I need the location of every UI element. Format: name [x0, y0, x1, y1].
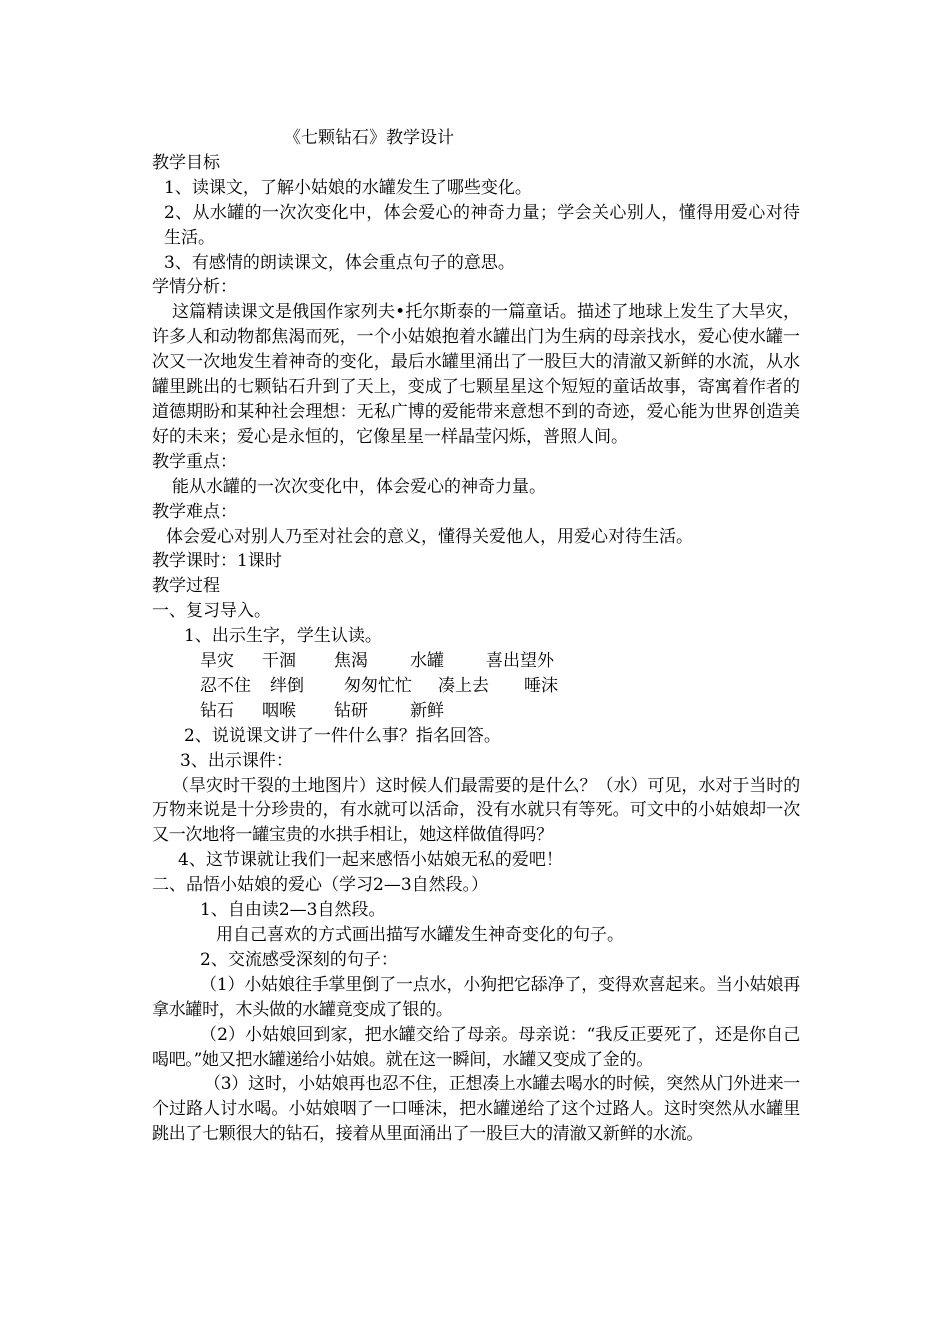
part2-sentence: （3）这时，小姑娘再也忍不住，正想凑上水罐去喝水的时候，突然从门外进来一个过路人讨水喝。小姑娘咽了一口唾沫，把水罐递给了这个过路人。这时突然从水罐里跳出了七颗很大的钻石，接着从里面涌出了一股巨大的清澈又新鲜的水流。: [152, 1074, 800, 1145]
part1-heading: 一、复习导入。: [152, 601, 271, 622]
word-row: [152, 649, 800, 674]
word: 水罐: [410, 651, 444, 672]
word: 干涸: [262, 651, 296, 672]
word: 钻石: [200, 700, 234, 721]
part1-step1: 1、出示生字，学生认读。: [184, 626, 382, 647]
word-row: [152, 699, 800, 724]
word: 新鲜: [410, 700, 444, 721]
analysis-text: 这篇精读课文是俄国作家列夫•托尔斯泰的一篇童话。描述了地球上发生了大旱灾，许多人和动物都焦渴而死，一个小姑娘抱着水罐出门为生病的母亲找水，爱心使水罐一次又一次地发生着神奇的变化，最后水罐里涌出了一股巨大的清澈又新鲜的水流，从水罐里跳出的七颗钻石升到了天上，变成了七颗星星这个短短的童话故事，寄寓着作者的道德期盼和某种社会理想：无私广博的爱能带来意想不到的奇迹，爱心能为世界创造美好的未来；爱心是永恒的，它像星星一样晶莹闪烁，普照人间。: [152, 302, 800, 447]
word: 忍不住: [200, 675, 251, 696]
difficulty-heading: 教学难点：: [152, 501, 237, 522]
part2-step2: 2、交流感受深刻的句子：: [200, 949, 398, 970]
word: 钻研: [334, 700, 368, 721]
word: 喜出望外: [486, 651, 554, 672]
part2-step1: 1、自由读2—3自然段。: [200, 900, 386, 921]
hours: 教学课时：1课时: [152, 551, 282, 572]
part1-step2: 2、说说课文讲了一件什么事？指名回答。: [184, 725, 501, 746]
part2-sentence: （1）小姑娘往手掌里倒了一点水，小狗把它舔净了，变得欢喜起来。当小姑娘再拿水罐时，木头做的水罐竟变成了银的。: [152, 974, 800, 1020]
goal-item: 3、有感情的朗读课文，体会重点句子的意思。: [164, 252, 515, 273]
difficulty-text: 体会爱心对别人乃至对社会的意义，懂得关爱他人，用爱心对待生活。: [166, 526, 693, 547]
process-heading: 教学过程: [152, 576, 220, 597]
goal-item: 2、从水罐的一次次变化中，体会爱心的神奇力量；学会关心别人，懂得用爱心对待生活。: [164, 202, 800, 248]
part2-step1-text: 用自己喜欢的方式画出描写水罐发生神奇变化的句子。: [216, 925, 624, 945]
word: 咽喉: [262, 700, 296, 721]
word: 匆匆忙忙: [344, 675, 412, 696]
word: 旱灾: [200, 651, 234, 672]
part1-step3-text: （旱灾时干裂的土地图片）这时候人们最需要的是什么？（水）可见，水对于当时的万物来说是十分珍贵的，有水就可以活命，没有水就只有等死。可文中的小姑娘却一次又一次地将一罐宝贵的水拱手相让，她这样做值得吗？: [152, 775, 800, 846]
key-point-text: 能从水罐的一次次变化中，体会爱心的神奇力量。: [172, 476, 546, 497]
word: 凑上去: [438, 675, 489, 696]
goals-heading: 教学目标: [152, 152, 220, 173]
part1-step4: 4、这节课就让我们一起来感悟小姑娘无私的爱吧！: [178, 850, 563, 871]
word: 唾沫: [524, 675, 558, 696]
document-page: [152, 126, 800, 1147]
word: 绊倒: [270, 675, 304, 696]
goal-item: 1、读课文，了解小姑娘的水罐发生了哪些变化。: [164, 177, 532, 198]
word: 焦渴: [334, 651, 368, 672]
analysis-heading: 学情分析：: [152, 277, 237, 298]
word-row: [152, 674, 800, 699]
document-title: 《七颗钻石》教学设计: [284, 128, 454, 148]
part1-step3: 3、出示课件：: [180, 750, 293, 771]
part2-heading: 二、品悟小姑娘的爱心（学习2—3自然段。）: [152, 875, 489, 896]
key-point-heading: 教学重点：: [152, 451, 237, 472]
part2-sentence: （2）小姑娘回到家，把水罐交给了母亲。母亲说：“我反正要死了，还是你自己喝吧。”她又把水罐递给小姑娘。就在这一瞬间，水罐又变成了金的。: [152, 1024, 800, 1070]
